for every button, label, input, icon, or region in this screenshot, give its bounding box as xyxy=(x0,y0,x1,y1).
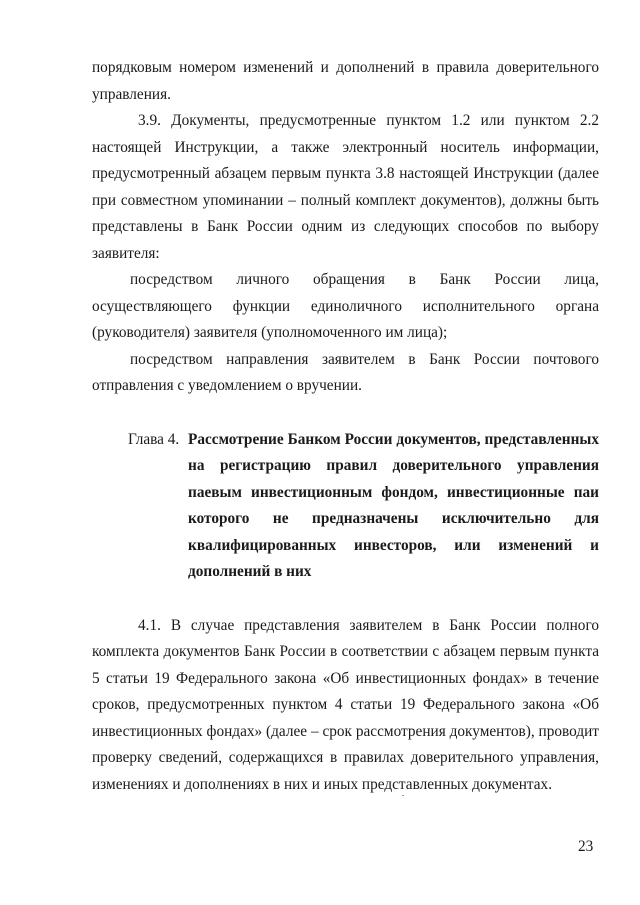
paragraph-method-personal: посредством личного обращения в Банк России лица, осуществляющего функции единоличного исполнительного органа (руководителя) заявителя (уполномоченного им лица); xyxy=(92,271,599,341)
document-body xyxy=(92,55,599,798)
chapter-title: Рассмотрение Банком России документов, представленных на регистрацию правил доверительного управления паевым инвестиционным фондом, инвестиционные паи которого не предназначены исключительно для квалифицированных инвесторов, или изменений и дополнений в них xyxy=(188,430,599,580)
paragraph-3-9: 3.9. Документы, предусмотренные пунктом 1.2 или пунктом 2.2 настоящей Инструкции, а также электронный носитель информации, предусмотренный абзацем первым пункта 3.8 настоящей Инструкции (далее при совместном упоминании – полный комплект документов), должны быть представлены в Банк России одним из следующих способов по выбору заявителя: xyxy=(92,112,599,262)
chapter-heading xyxy=(92,427,599,586)
paragraph-continuation: порядковым номером изменений и дополнений в правила доверительного управления. xyxy=(92,59,599,103)
scan-speck xyxy=(402,795,404,796)
paragraph-4-1: 4.1. В случае представления заявителем в Банк России полного комплекта документов Банк России в соответствии с абзацем первым пункта 5 статьи 19 Федерального закона «Об инвестиционных фондах» в течение сроков, предусмотренных пунктом 4 статьи 19 Федерального закона «Об инвестиционных фондах» (далее – срок рассмотрения документов), проводит проверку сведений, содержащихся в правилах доверительного управления, изменениях и дополнениях в них и иных представленных документах. xyxy=(92,616,599,793)
chapter-number: Глава 4. xyxy=(128,430,180,448)
page-number: 23 xyxy=(578,838,594,855)
paragraph-method-mail: посредством направления заявителем в Банк России почтового отправления с уведомлением о вручении. xyxy=(92,350,599,394)
